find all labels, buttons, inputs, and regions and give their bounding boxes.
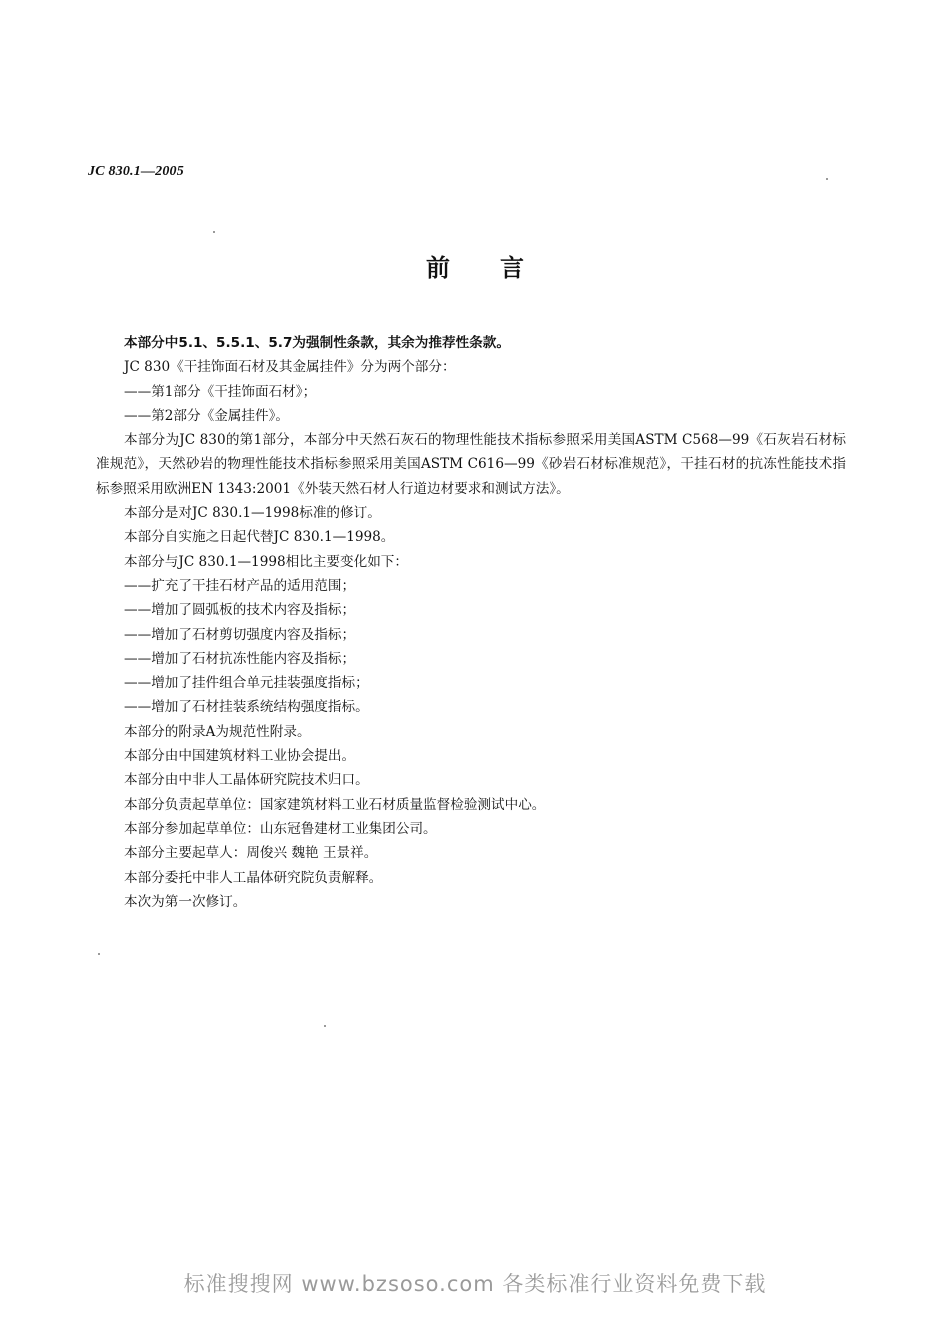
- document-body: [96, 331, 846, 914]
- list-item: ——第2部分《金属挂件》。: [124, 407, 289, 424]
- paragraph-mandatory-clauses: 本部分中5.1、5.5.1、5.7为强制性条款，其余为推荐性条款。: [124, 335, 510, 351]
- paragraph-changes-intro: 本部分与JC 830.1—1998相比主要变化如下：: [124, 553, 408, 570]
- scan-speck: [826, 178, 828, 180]
- footer-watermark: 标准搜搜网 www.bzsoso.com 各类标准行业资料免费下载: [183, 1272, 767, 1296]
- paragraph-annex: 本部分的附录A为规范性附录。: [124, 723, 311, 740]
- list-item: ——增加了石材抗冻性能内容及指标；: [124, 650, 356, 667]
- list-item: ——增加了圆弧板的技术内容及指标；: [124, 602, 356, 619]
- paragraph-parts-intro: JC 830《干挂饰面石材及其金属挂件》分为两个部分：: [124, 359, 456, 376]
- scan-speck: [324, 1025, 326, 1027]
- paragraph-first-revision: 本次为第一次修订。: [124, 893, 247, 910]
- paragraph-interpretation: 本部分委托中非人工晶体研究院负责解释。: [124, 869, 383, 886]
- paragraph-drafters: 本部分主要起草人：周俊兴 魏艳 王景祥。: [124, 845, 378, 862]
- list-item: ——扩充了干挂石材产品的适用范围；: [124, 577, 356, 594]
- paragraph-centralized-by: 本部分由中非人工晶体研究院技术归口。: [124, 772, 369, 789]
- paragraph-revision: 本部分是对JC 830.1—1998标准的修订。: [124, 505, 381, 522]
- paragraph-proposed-by: 本部分由中国建筑材料工业协会提出。: [124, 748, 356, 765]
- list-item: ——增加了挂件组合单元挂装强度指标；: [124, 675, 369, 692]
- scan-speck: [213, 231, 215, 233]
- paragraph-participating-unit: 本部分参加起草单位：山东冠鲁建材工业集团公司。: [124, 820, 437, 837]
- page-title: 前言: [426, 254, 574, 282]
- list-item: ——增加了石材剪切强度内容及指标；: [124, 626, 356, 643]
- paragraph-replaces: 本部分自实施之日起代替JC 830.1—1998。: [124, 529, 395, 546]
- document-code: JC 830.1—2005: [88, 164, 184, 179]
- list-item: ——第1部分《干挂饰面石材》；: [124, 383, 317, 400]
- paragraph-drafting-unit: 本部分负责起草单位：国家建筑材料工业石材质量监督检验测试中心。: [124, 796, 546, 813]
- scan-speck: [98, 953, 100, 955]
- paragraph-references: 本部分为JC 830的第1部分，本部分中天然石灰石的物理性能技术指标参照采用美国ASTM C568—99《石灰岩石材标准规范》，天然砂岩的物理性能技术指标参照采用美国ASTM C616—99《砂岩石材标准规范》，干挂石材的抗冻性能技术指标参照采用欧洲EN 1343:2001《外装天然石材人行道边材要求和测试方法》。: [96, 432, 846, 497]
- list-item: ——增加了石材挂装系统结构强度指标。: [124, 699, 369, 716]
